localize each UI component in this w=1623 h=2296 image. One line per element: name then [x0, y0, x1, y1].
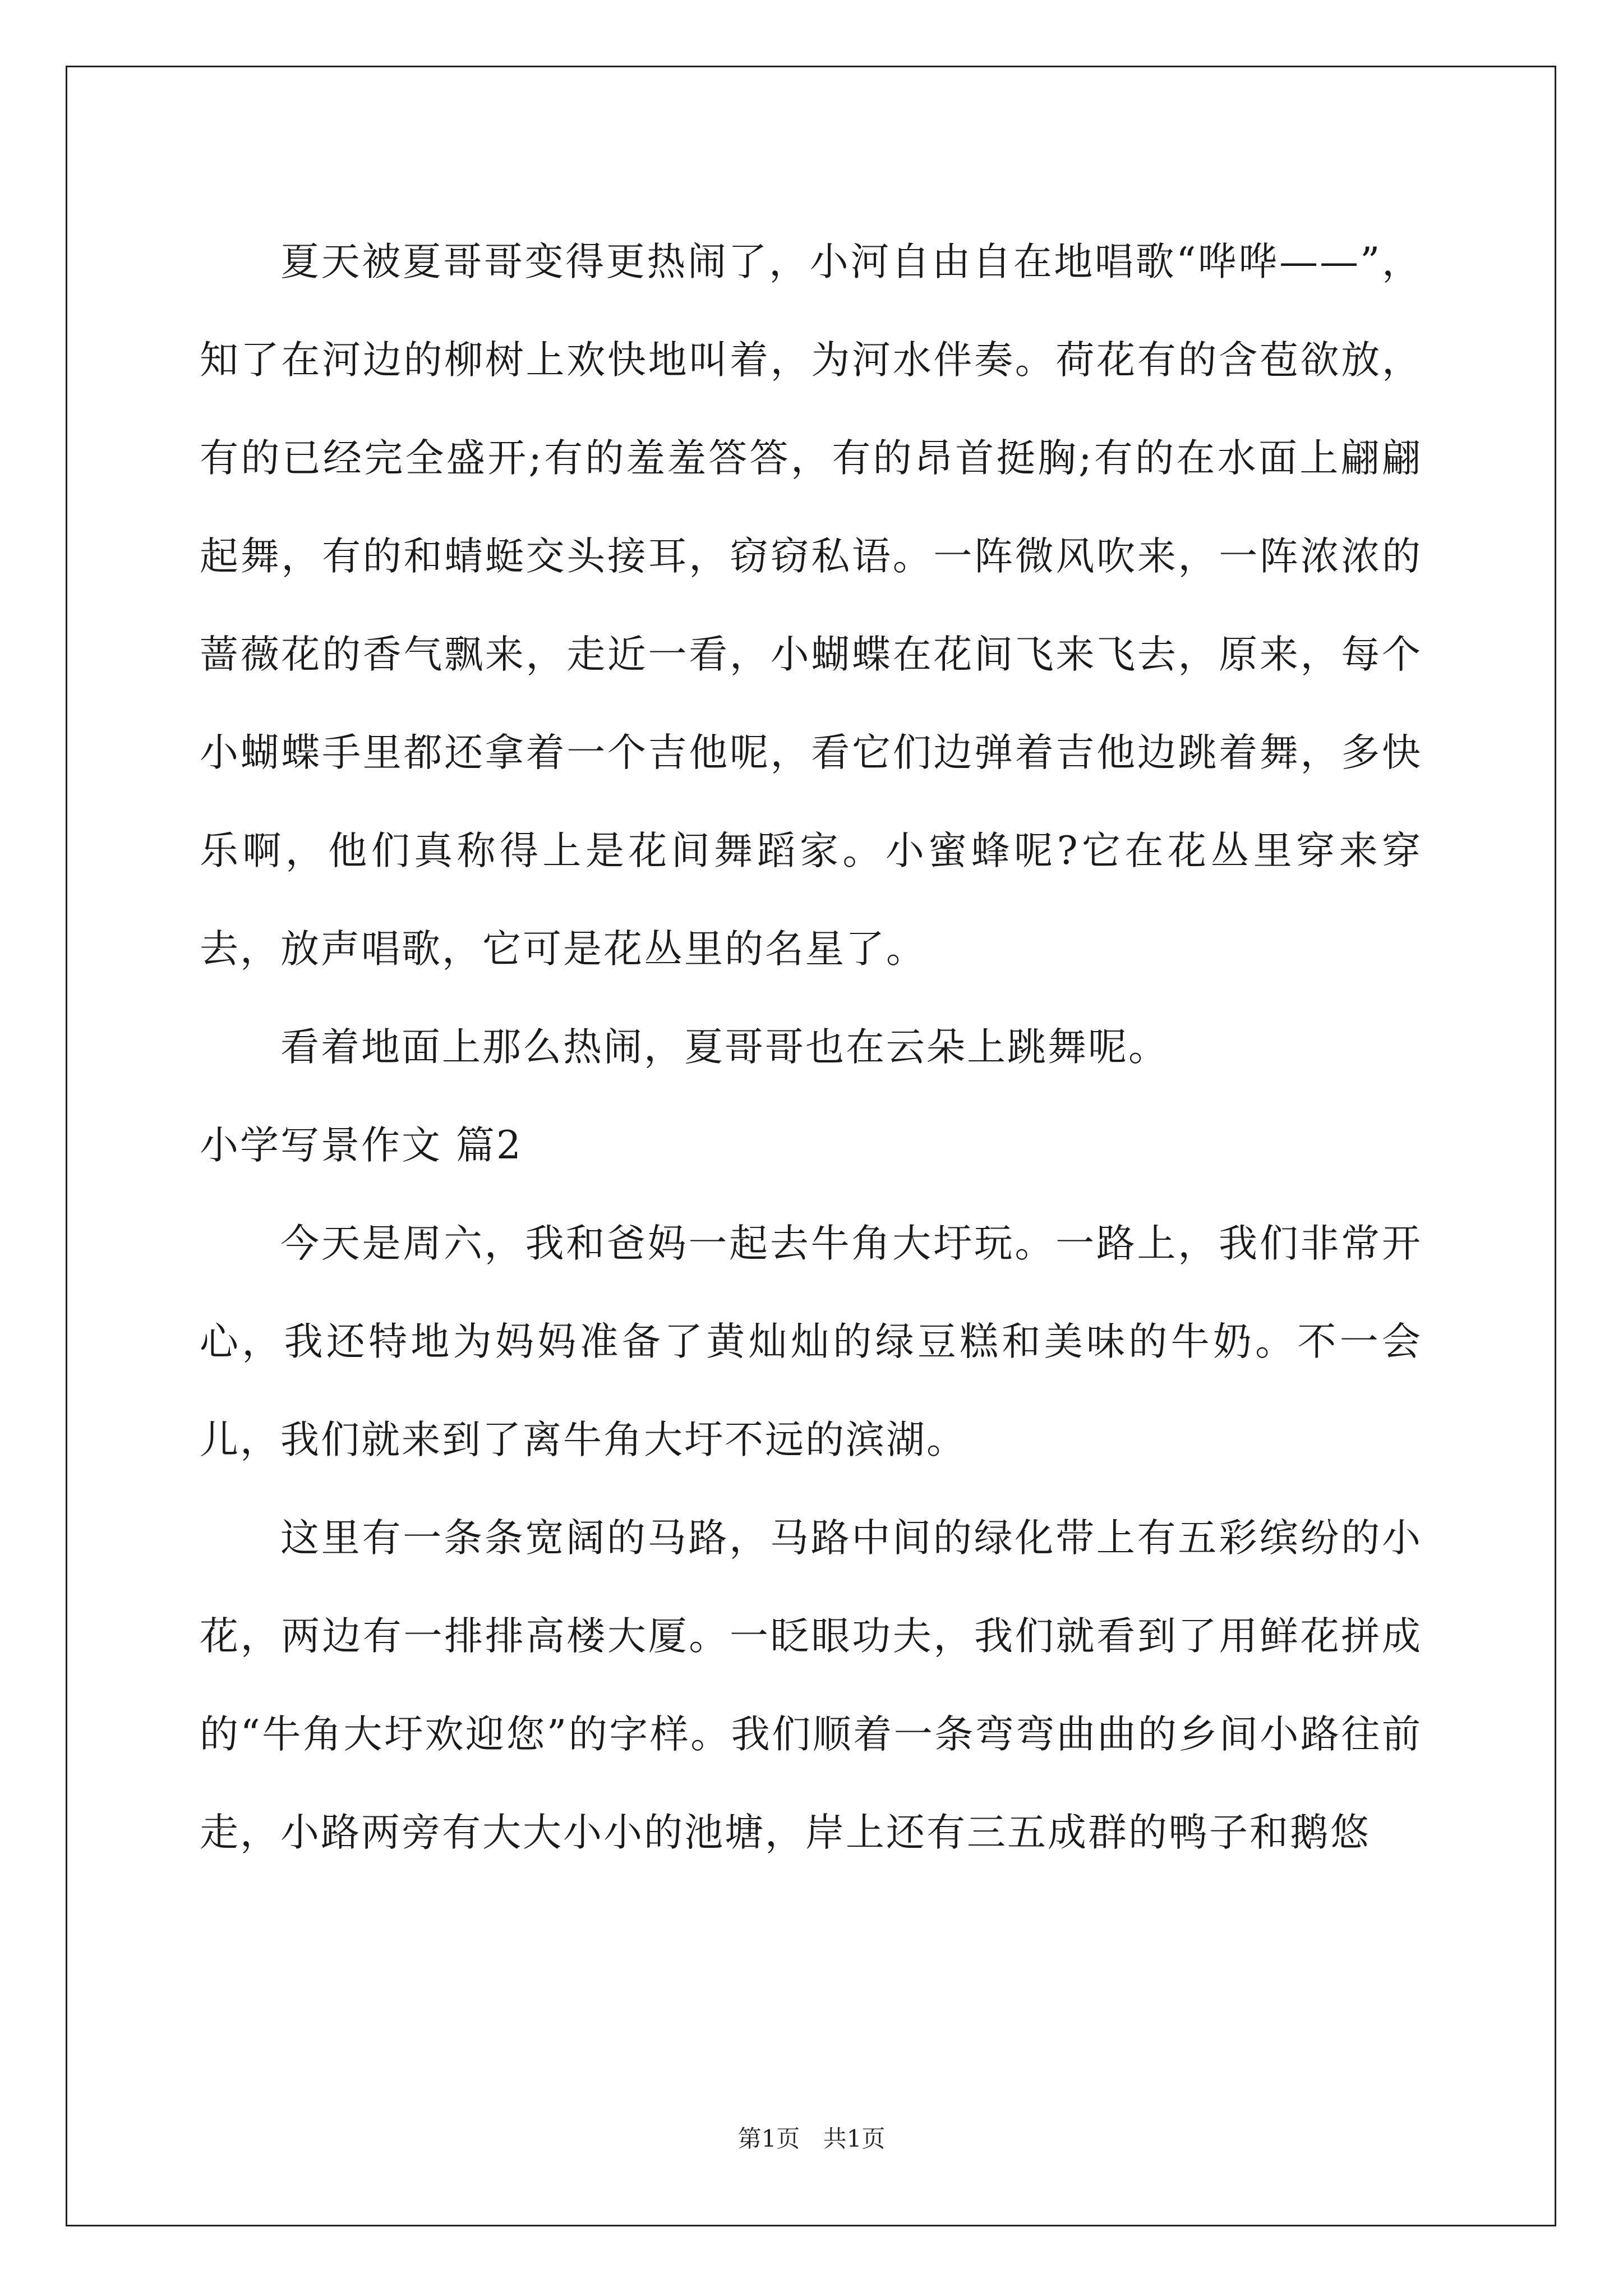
paragraph-trip: 今天是周六，我和爸妈一起去牛角大圩玩。一路上，我们非常开心，我还特地为妈妈准备了黄灿灿的绿豆糕和美味的牛奶。不一会儿，我们就来到了离牛角大圩不远的滨湖。 [200, 1221, 1422, 1462]
paragraph-summer: 夏天被夏哥哥变得更热闹了，小河自由自在地唱歌“哗哗——”，知了在河边的柳树上欢快地叫着，为河水伴奏。荷花有的含苞欲放，有的已经完全盛开;有的羞羞答答，有的昂首挺胸;有的在水面上翩翩起舞，有的和蜻蜓交头接耳，窃窃私语。一阵微风吹来，一阵浓浓的蔷薇花的香气飘来，走近一看，小蝴蝶在花间飞来飞去，原来，每个小蝴蝶手里都还拿着一个吉他呢，看它们边弹着吉他边跳着舞，多快乐啊，他们真称得上是花间舞蹈家。小蜜蜂呢?它在花丛里穿来穿去，放声唱歌，它可是花丛里的名星了。 [200, 240, 1422, 972]
document-body [200, 213, 1422, 1882]
paragraph-summer-ending: 看着地面上那么热闹，夏哥哥也在云朵上跳舞呢。 [280, 1025, 1169, 1070]
page-total: 共1页 [823, 2125, 886, 2152]
essay-heading: 小学写景作文 篇2 [200, 1123, 523, 1168]
page-footer [0, 2120, 1623, 2154]
page-number: 第1页 [737, 2125, 800, 2152]
paragraph-road: 这里有一条条宽阔的马路，马路中间的绿化带上有五彩缤纷的小花，两边有一排排高楼大厦。一眨眼功夫，我们就看到了用鲜花拼成的“牛角大圩欢迎您”的字样。我们顺着一条弯弯曲曲的乡间小路往前走，小路两旁有大大小小的池塘，岸上还有三五成群的鸭子和鹅悠 [200, 1516, 1422, 1855]
